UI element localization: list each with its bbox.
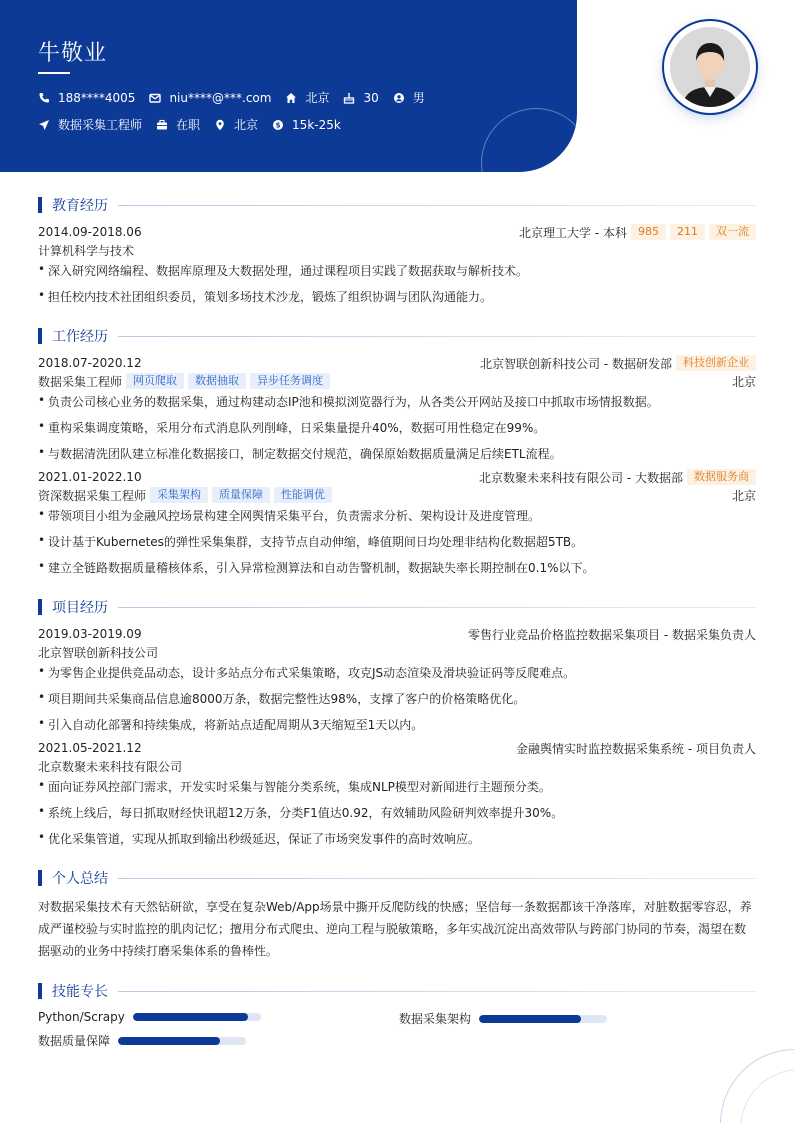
education-date: 2014.09-2018.06 xyxy=(38,225,142,239)
skill-tag: 异步任务调度 xyxy=(250,373,330,389)
gender-info xyxy=(393,89,425,106)
section-project xyxy=(38,597,756,617)
header-banner xyxy=(0,0,577,172)
work-location: 北京 xyxy=(731,374,756,389)
phone-text: 188****4005 xyxy=(58,90,136,105)
send-icon xyxy=(38,119,50,131)
gender-text: 男 xyxy=(412,91,425,105)
section-divider xyxy=(118,991,756,992)
skill-name: 数据质量保障 xyxy=(38,1034,111,1048)
position-info xyxy=(38,116,142,133)
project-date: 2021.05-2021.12 xyxy=(38,741,142,755)
project-header xyxy=(38,740,756,756)
section-skills xyxy=(38,981,756,1001)
cake-icon xyxy=(343,92,355,104)
skill-item xyxy=(38,1010,261,1024)
salary-info xyxy=(272,118,341,132)
education-header xyxy=(38,224,756,240)
job-intent-row xyxy=(38,116,355,133)
skill-tag: 性能调优 xyxy=(274,487,332,503)
status-text: 在职 xyxy=(176,118,201,132)
work-date: 2021.01-2022.10 xyxy=(38,470,142,484)
skill-name: Python/Scrapy xyxy=(38,1010,125,1024)
contact-row xyxy=(38,89,439,106)
summary-line: 据驱动的业务中持续打磨采集体系的鲁棒性。 xyxy=(38,944,279,958)
list-item: • 重构采集调度策略，采用分布式消息队列削峰，日采集量提升40%，数据可用性稳定在99%。 xyxy=(38,419,546,435)
avatar xyxy=(670,27,750,107)
salary-text: 15k-25k xyxy=(292,117,341,132)
project-date: 2019.03-2019.09 xyxy=(38,627,142,641)
city-text: 北京 xyxy=(234,118,259,132)
section-summary xyxy=(38,868,756,888)
age-text: 30 xyxy=(363,90,379,105)
section-marker xyxy=(38,599,42,615)
section-divider xyxy=(118,607,756,608)
avatar-frame xyxy=(664,21,756,113)
section-marker xyxy=(38,328,42,344)
position-text: 数据采集工程师 xyxy=(58,118,143,132)
education-tag: 985 xyxy=(631,224,666,240)
age-info xyxy=(343,91,378,105)
list-item: • 设计基于Kubernetes的弹性采集集群，支持节点自动伸缩，峰值期间日均处理非结构化数据超5TB。 xyxy=(38,533,584,549)
email-info xyxy=(149,91,271,105)
skill-tag: 数据抽取 xyxy=(188,373,246,389)
section-marker xyxy=(38,197,42,213)
section-education xyxy=(38,195,756,215)
section-title-education: 教育经历 xyxy=(52,198,108,214)
summary-line: 成严谨校验与实时监控的肌肉记忆；擅用分布式爬虫、逆向工程与脱敏策略，多年实战沉淀出高效带队与跨部门协同的节奏，渴望在数 xyxy=(38,922,747,936)
phone-info xyxy=(38,91,135,105)
list-item: • 深入研究网络编程、数据库原理及大数据处理，通过课程项目实践了数据获取与解析技术。 xyxy=(38,262,529,278)
work-title-row xyxy=(38,487,756,503)
list-item: • 建立全链路数据质量稽核体系，引入异常检测算法和自动告警机制，数据缺失率长期控制在0.1%以下。 xyxy=(38,559,595,575)
hometown-info xyxy=(285,89,329,106)
section-title-project: 项目经历 xyxy=(52,600,108,616)
home-icon xyxy=(285,92,297,104)
section-title-work: 工作经历 xyxy=(52,329,108,345)
work-title: 数据采集工程师 xyxy=(38,374,123,389)
education-tag: 211 xyxy=(670,224,705,240)
section-marker xyxy=(38,870,42,886)
location-pin-icon xyxy=(214,119,226,131)
project-header xyxy=(38,626,756,642)
education-major-row xyxy=(38,242,756,258)
money-icon xyxy=(272,119,284,131)
skill-name: 数据采集架构 xyxy=(399,1012,472,1026)
summary-line: 对数据采集技术有天然钻研欲，享受在复杂Web/App场景中撕开反爬防线的快感；坚信每一条数据都该干净落库，对脏数据零容忍，养 xyxy=(38,900,752,914)
project-name: 零售行业竞品价格监控数据采集项目 - 数据采集负责人 xyxy=(468,627,756,642)
summary-text xyxy=(38,896,756,962)
list-item: • 与数据清洗团队建立标准化数据接口，制定数据交付规范，确保原始数据质量满足后续ETL流程。 xyxy=(38,445,562,461)
section-marker xyxy=(38,983,42,999)
briefcase-icon xyxy=(156,119,168,131)
section-divider xyxy=(118,205,756,206)
work-header xyxy=(38,469,756,485)
skill-fill xyxy=(118,1037,220,1045)
work-date: 2018.07-2020.12 xyxy=(38,356,142,370)
work-title-row xyxy=(38,373,756,389)
list-item: • 优化采集管道，实现从抓取到输出秒级延迟，保证了市场突发事件的高时效响应。 xyxy=(38,830,481,846)
section-work xyxy=(38,326,756,346)
section-title-summary: 个人总结 xyxy=(52,871,108,887)
education-school: 北京理工大学 - 本科 xyxy=(519,225,627,240)
skill-item xyxy=(38,1032,246,1049)
skill-fill xyxy=(133,1013,248,1021)
skill-fill xyxy=(479,1015,581,1023)
list-item: • 面向证券风控部门需求，开发实时采集与智能分类系统，集成NLP模型对新闻进行主题预分类。 xyxy=(38,778,551,794)
section-divider xyxy=(118,878,756,879)
company-tag: 科技创新企业 xyxy=(676,355,756,371)
project-company: 北京数聚未来科技有限公司 xyxy=(38,759,183,774)
mail-icon xyxy=(149,92,161,104)
phone-icon xyxy=(38,92,50,104)
skill-bar xyxy=(479,1015,607,1023)
list-item: • 负责公司核心业务的数据采集，通过构建动态IP池和模拟浏览器行为，从各类公开网站及接口中抓取市场情报数据。 xyxy=(38,393,659,409)
list-item: • 引入自动化部署和持续集成，将新站点适配周期从3天缩短至1天以内。 xyxy=(38,716,424,732)
project-company: 北京智联创新科技公司 xyxy=(38,645,159,660)
city-info xyxy=(214,116,258,133)
section-divider xyxy=(118,336,756,337)
email-text: niu****@***.com xyxy=(169,90,272,105)
hometown-text: 北京 xyxy=(305,91,330,105)
project-company-row xyxy=(38,758,756,774)
skill-tag: 网页爬取 xyxy=(126,373,184,389)
name-underline xyxy=(38,72,70,74)
skill-tag: 采集架构 xyxy=(150,487,208,503)
person-icon xyxy=(393,92,405,104)
project-company-row xyxy=(38,644,756,660)
work-header xyxy=(38,355,756,371)
education-major: 计算机科学与技术 xyxy=(38,243,135,258)
skill-bar xyxy=(118,1037,246,1045)
list-item: • 为零售企业提供竞品动态，设计多站点分布式采集策略，攻克JS动态渲染及滑块验证码等反爬难点。 xyxy=(38,664,576,680)
status-info xyxy=(156,116,200,133)
skill-item xyxy=(399,1010,607,1027)
candidate-name: 牛敬业 xyxy=(38,41,108,66)
list-item: • 系统上线后，每日抓取财经快讯超12万条，分类F1值达0.92，有效辅助风险研判效率提升30%。 xyxy=(38,804,564,820)
decorative-circle xyxy=(481,108,577,172)
work-company: 北京数聚未来科技有限公司 - 大数据部 xyxy=(479,470,683,485)
section-title-skills: 技能专长 xyxy=(52,984,108,1000)
work-company: 北京智联创新科技公司 - 数据研发部 xyxy=(480,356,672,371)
education-tag: 双一流 xyxy=(709,224,756,240)
svg-text:$: $ xyxy=(275,121,281,129)
work-title: 资深数据采集工程师 xyxy=(38,488,147,503)
list-item: • 担任校内技术社团组织委员，策划多场技术沙龙，锻炼了组织协调与团队沟通能力。 xyxy=(38,288,493,304)
company-tag: 数据服务商 xyxy=(687,469,756,485)
list-item: • 带领项目小组为金融风控场景构建全网舆情采集平台，负责需求分析、架构设计及进度管理。 xyxy=(38,507,541,523)
skill-bar xyxy=(133,1013,261,1021)
list-item: • 项目期间共采集商品信息逾8000万条，数据完整性达98%，支撑了客户的价格策略优化。 xyxy=(38,690,526,706)
project-name: 金融舆情实时监控数据采集系统 - 项目负责人 xyxy=(516,741,756,756)
skill-tag: 质量保障 xyxy=(212,487,270,503)
work-location: 北京 xyxy=(731,488,756,503)
